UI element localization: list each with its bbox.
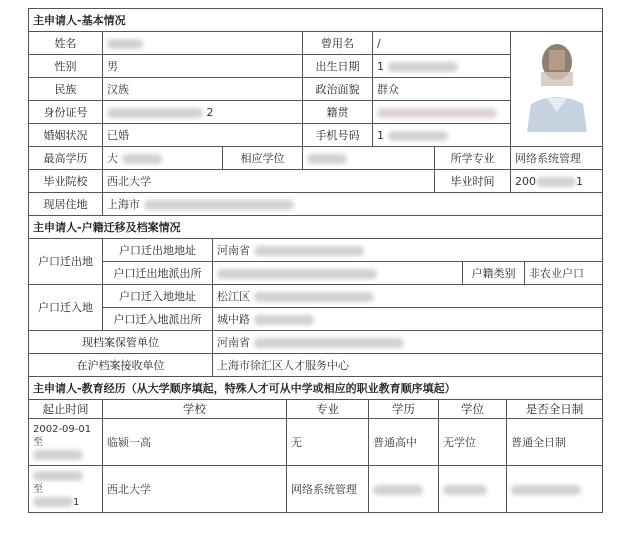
ethnic-value: 汉族	[103, 78, 303, 101]
school-cell: 西北大学	[103, 466, 287, 513]
section-title-education: 主申请人-教育经历（从大学顺序填起，特殊人才可从中学或相应的职业教育顺序填起）	[29, 377, 603, 400]
address-label: 现居住地	[29, 193, 103, 216]
col-header-major: 专业	[287, 400, 369, 419]
former-name-label: 曾用名	[303, 32, 373, 55]
school-cell: 临颍一高	[103, 419, 287, 466]
former-name-value: /	[373, 32, 511, 55]
fulltime-cell: 普通全日制	[507, 419, 603, 466]
name-value	[103, 32, 303, 55]
hukou-table	[28, 215, 603, 377]
school-value: 西北大学	[103, 170, 435, 193]
in-addr-label: 户口迁入地地址	[103, 285, 213, 308]
political-value: 群众	[373, 78, 511, 101]
col-header-degree: 学位	[439, 400, 507, 419]
phone-label: 手机号码	[303, 124, 373, 147]
hukou-in-group-label: 户口迁入地	[29, 285, 103, 331]
id-value: 2	[103, 101, 303, 124]
major-label: 所学专业	[435, 147, 511, 170]
out-addr-label: 户口迁出地地址	[103, 239, 213, 262]
out-addr-value: 河南省	[213, 239, 603, 262]
native-value	[373, 101, 511, 124]
in-police-label: 户口迁入地派出所	[103, 308, 213, 331]
birth-label: 出生日期	[303, 55, 373, 78]
ethnic-label: 民族	[29, 78, 103, 101]
portrait-image	[521, 32, 593, 132]
major-value: 网络系统管理	[511, 147, 603, 170]
hukou-out-group-label: 户口迁出地	[29, 239, 103, 285]
applicant-photo	[511, 32, 603, 147]
id-label: 身份证号	[29, 101, 103, 124]
degree-cell: 无学位	[439, 419, 507, 466]
col-header-period: 起止时间	[29, 400, 103, 419]
education-cell: 普通高中	[369, 419, 439, 466]
hukou-type-label: 户籍类别	[463, 262, 525, 285]
phone-value: 1	[373, 124, 511, 147]
receive-label: 在沪档案接收单位	[29, 354, 213, 377]
in-police-value: 城中路	[213, 308, 603, 331]
grad-time-value: 200 1	[511, 170, 603, 193]
col-header-education: 学历	[369, 400, 439, 419]
marital-value: 已婚	[103, 124, 303, 147]
col-header-school: 学校	[103, 400, 287, 419]
marital-label: 婚姻状况	[29, 124, 103, 147]
school-label: 毕业院校	[29, 170, 103, 193]
archive-value: 河南省	[213, 331, 603, 354]
address-value: 上海市	[103, 193, 603, 216]
name-label: 姓名	[29, 32, 103, 55]
grad-time-label: 毕业时间	[435, 170, 511, 193]
gender-value: 男	[103, 55, 303, 78]
hukou-type-value: 非农业户口	[525, 262, 603, 285]
native-label: 籍贯	[303, 101, 373, 124]
period-cell: 至 1	[29, 466, 103, 513]
section-title-basic: 主申请人-基本情况	[29, 9, 603, 32]
table-row	[29, 419, 603, 466]
period-cell: 2002-09-01 至	[29, 419, 103, 466]
basic-info-table	[28, 8, 603, 216]
education-cell	[369, 466, 439, 513]
out-police-value	[213, 262, 463, 285]
col-header-fulltime: 是否全日制	[507, 400, 603, 419]
political-label: 政治面貌	[303, 78, 373, 101]
in-addr-value: 松江区	[213, 285, 603, 308]
major-cell: 网络系统管理	[287, 466, 369, 513]
major-cell: 无	[287, 419, 369, 466]
education-table	[28, 376, 603, 513]
edu-label: 最高学历	[29, 147, 103, 170]
fulltime-cell	[507, 466, 603, 513]
gender-label: 性别	[29, 55, 103, 78]
degree-label: 相应学位	[223, 147, 303, 170]
degree-cell	[439, 466, 507, 513]
archive-label: 现档案保管单位	[29, 331, 213, 354]
degree-value	[303, 147, 435, 170]
out-police-label: 户口迁出地派出所	[103, 262, 213, 285]
edu-value: 大	[103, 147, 223, 170]
receive-value: 上海市徐汇区人才服务中心	[213, 354, 603, 377]
table-row	[29, 466, 603, 513]
birth-value: 1	[373, 55, 511, 78]
application-form	[28, 8, 602, 549]
section-title-hukou: 主申请人-户籍迁移及档案情况	[29, 216, 603, 239]
